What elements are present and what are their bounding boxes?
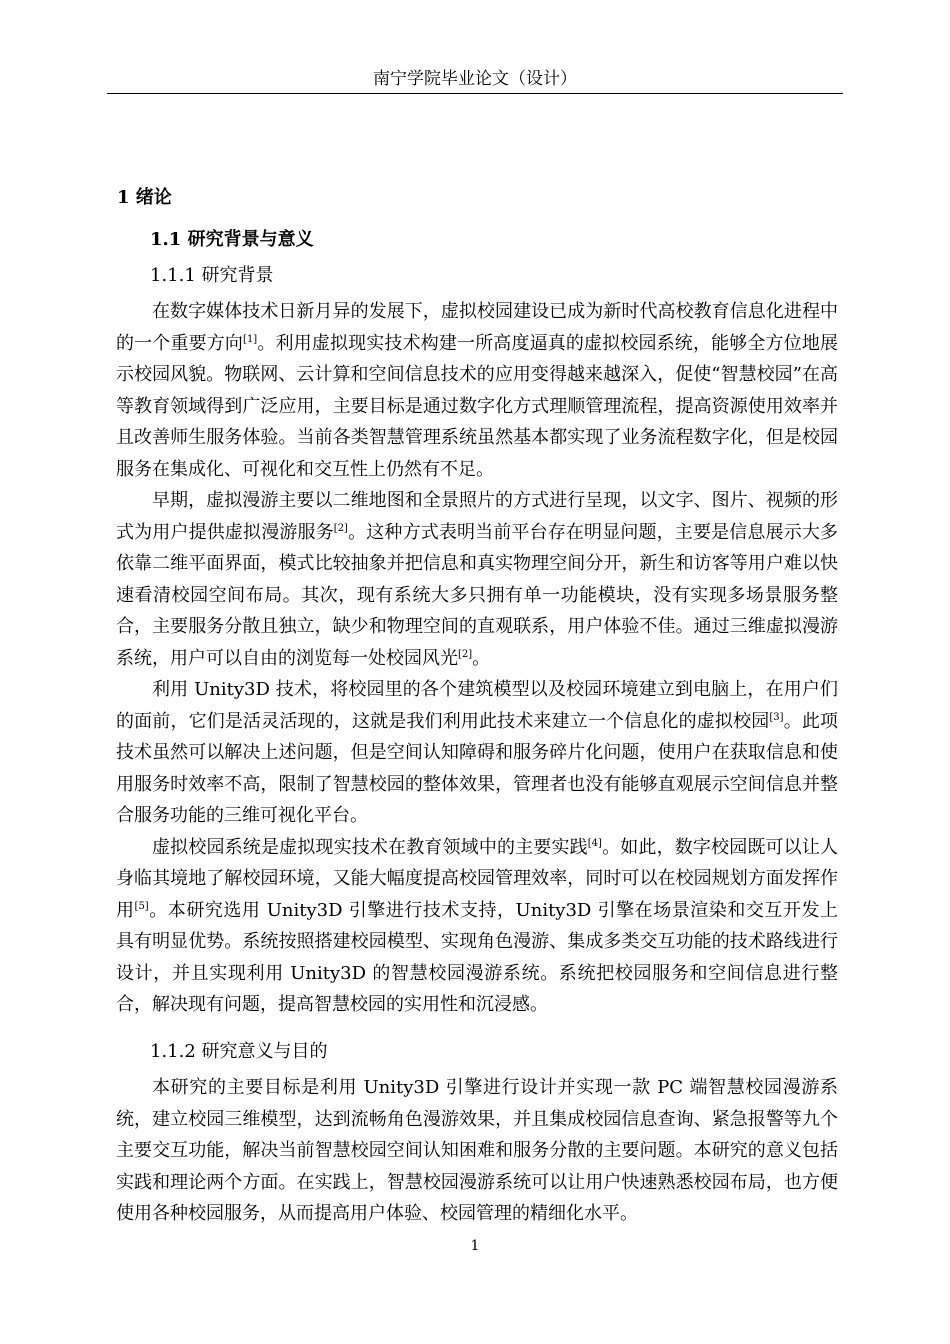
paragraph-2-text: 早期，虚拟漫游主要以二维地图和全景照片的方式进行呈现，以文字、图片、视频的形式为用户提供虚拟漫游服务 (116, 490, 838, 543)
paragraph-2 (116, 485, 838, 674)
paragraph-1-text-cont: 。利用虚拟现实技术构建一所高度逼真的虚拟校园系统，能够全方位地展示校园风貌。物联网、云计算和空间信息技术的应用变得越来越深入，促使“智慧校园”在高等教育领域得到广泛应用，主要目标是通过数字化方式理顺管理流程，提高资源使用效率并且改善师生服务体验。当前各类智慧管理系统虽然基本都实现了业务流程数字化，但是校园服务在集成化、可视化和交互性上仍然有不足。 (116, 332, 838, 480)
paragraph-1-text: 在数字媒体技术日新月异的发展下，虚拟校园建设已成为新时代高校教育信息化进程中的一个重要方向 (116, 301, 838, 354)
significance-section-body (116, 1072, 838, 1230)
citation-ref: [3] (769, 711, 784, 723)
citation-ref: [2] (458, 648, 473, 660)
paragraph-4-text-end: 。本研究选用 Unity3D 引擎进行技术支持，Unity3D 引擎在场景渲染和交互开发上具有明显优势。系统按照搭建校园模型、实现角色漫游、集成多类交互功能的技术路线进行设计，并且实现利用 Unity3D 的智慧校园漫游系统。系统把校园服务和空间信息进行整合，解决现有问题，提高智慧校园的实用性和沉浸感。 (116, 899, 839, 1015)
citation-ref: [2] (333, 522, 348, 534)
citation-ref: [4] (587, 837, 602, 849)
subsection-heading-significance: 1.1.2 研究意义与目的 (150, 1041, 328, 1062)
section-heading: 1.1 研究背景与意义 (150, 229, 314, 250)
background-section-body (116, 296, 838, 1021)
subsection-heading-background: 1.1.1 研究背景 (150, 265, 274, 286)
header-title: 南宁学院毕业论文（设计） (373, 69, 577, 89)
page-number: 1 (470, 1238, 480, 1254)
citation-ref: [1] (243, 333, 258, 345)
paragraph-3-text: 利用 Unity3D 技术，将校园里的各个建筑模型以及校园环境建立到电脑上，在用户们的面前，它们是活灵活现的，这就是我们利用此技术来建立一个信息化的虚拟校园 (116, 679, 838, 732)
paragraph-1 (116, 296, 838, 485)
paragraph-4-text: 虚拟校园系统是虚拟现实技术在教育领域中的主要实践 (152, 836, 588, 858)
citation-ref: [5] (134, 900, 149, 912)
paragraph-2-text-cont: 。这种方式表明当前平台存在明显问题，主要是信息展示大多依靠二维平面界面，模式比较抽象并把信息和真实物理空间分开，新生和访客等用户难以快速看清校园空间布局。其次，现有系统大多只拥有单一功能模块，没有实现多场景服务整合，主要服务分散且独立，缺少和物理空间的直观联系，用户体验不佳。通过三维虚拟漫游系统，用户可以自由的浏览每一处校园风光 (116, 521, 839, 669)
chapter-heading: 1 绪论 (117, 187, 172, 208)
paragraph-3 (116, 674, 838, 832)
paragraph-3-text-cont: 。此项技术虽然可以解决上述问题，但是空间认知障碍和服务碎片化问题，使用户在获取信息和使用服务时效率不高，限制了智慧校园的整体效果，管理者也没有能够直观展示空间信息并整合服务功能的三维可视化平台。 (116, 710, 839, 826)
paragraph-2-text-end: 。 (472, 647, 491, 669)
paragraph-5: 本研究的主要目标是利用 Unity3D 引擎进行设计并实现一款 PC 端智慧校园漫游系统，建立校园三维模型，达到流畅角色漫游效果，并且集成校园信息查询、紧急报警等九个主要交互功能，解决当前智慧校园空间认知困难和服务分散的主要问题。本研究的意义包括实践和理论两个方面。在实践上，智慧校园漫游系统可以让用户快速熟悉校园布局，也方便使用各种校园服务，从而提高用户体验、校园管理的精细化水平。 (116, 1077, 838, 1224)
page-header (107, 66, 843, 94)
paragraph-4-text-cont: 。如此，数字校园既可以让人身临其境地了解校园环境，又能大幅度提高校园管理效率，同时可以在校园规划方面发挥作用 (116, 836, 838, 921)
paragraph-4 (116, 832, 838, 1021)
